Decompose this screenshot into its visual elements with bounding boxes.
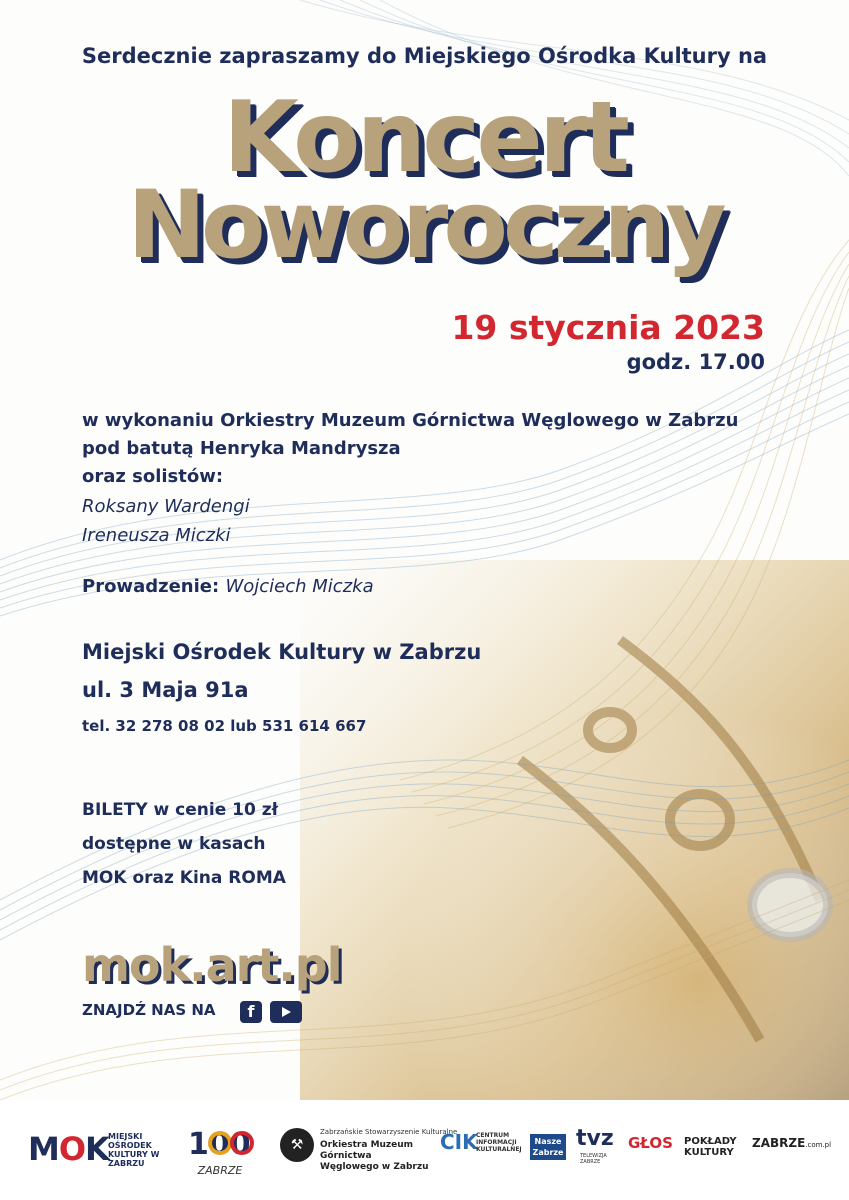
host-label: Prowadzenie: bbox=[82, 576, 220, 597]
tickets-line-1: BILETY w cenie 10 zł bbox=[82, 800, 278, 820]
zabrze-com-logo: ZABRZE.com.pl bbox=[752, 1136, 832, 1150]
performers-line-2: pod batutą Henryka Mandrysza bbox=[82, 438, 401, 459]
zabrze-100-logo bbox=[180, 1120, 260, 1180]
soloist-2: Ireneusza Miczki bbox=[82, 525, 231, 546]
tickets-line-3: MOK oraz Kina ROMA bbox=[82, 868, 286, 888]
title-line-2: Noworoczny bbox=[127, 171, 722, 280]
find-us-label: ZNAJDŹ NAS NA bbox=[82, 1001, 216, 1019]
orchestra-name: Orkiestra Muzeum Górnictwa Węglowego w Zabrzu bbox=[320, 1140, 429, 1172]
tvz-logo: tvz bbox=[576, 1126, 614, 1151]
poklady-kultury-logo: POKŁADY KULTURY bbox=[684, 1136, 737, 1158]
venue-address: ul. 3 Maja 91a bbox=[82, 678, 249, 702]
performers-line-1: w wykonaniu Orkiestry Muzeum Górnictwa Węglowego w Zabrzu bbox=[82, 410, 739, 431]
website-link[interactable]: mok.art.pl bbox=[82, 938, 342, 992]
cik-subtitle: CENTRUM INFORMACJI KULTURALNEJ bbox=[476, 1132, 522, 1153]
tickets-line-2: dostępne w kasach bbox=[82, 834, 266, 854]
facebook-icon[interactable]: f bbox=[240, 1001, 262, 1023]
mok-logo-subtitle: MIEJSKI OŚRODEK KULTURY W ZABRZU bbox=[108, 1132, 160, 1168]
sponsor-logos-bar bbox=[0, 1100, 849, 1200]
nasze-zabrze-logo: Nasze Zabrze bbox=[530, 1134, 566, 1160]
orchestra-society: Zabrzańskie Stowarzyszenie Kulturalne bbox=[320, 1128, 458, 1136]
zabrze-100-mark bbox=[180, 1120, 260, 1164]
orchestra-emblem-icon: ⚒ bbox=[280, 1128, 314, 1162]
event-time: godz. 17.00 bbox=[626, 350, 765, 374]
soloist-1: Roksany Wardengi bbox=[82, 496, 250, 517]
glos-logo: GŁOS bbox=[628, 1134, 673, 1152]
performers-line-3: oraz solistów: bbox=[82, 466, 224, 487]
venue-phone: tel. 32 278 08 02 lub 531 614 667 bbox=[82, 717, 367, 735]
host-line bbox=[82, 576, 374, 597]
invitation-text: Serdecznie zapraszamy do Miejskiego Ośrodka Kultury na bbox=[81, 44, 768, 68]
venue-name: Miejski Ośrodek Kultury w Zabrzu bbox=[82, 640, 482, 664]
host-name: Wojciech Miczka bbox=[225, 576, 374, 597]
cik-logo: CIK bbox=[440, 1130, 478, 1154]
title-line-1: Koncert bbox=[222, 81, 627, 195]
zabrze-100-text: ZABRZE bbox=[197, 1164, 243, 1177]
svg-text:100: 100 bbox=[188, 1127, 251, 1162]
event-date: 19 stycznia 2023 bbox=[451, 308, 765, 347]
tvz-subtitle: TELEWIZJA ZABRZE bbox=[580, 1153, 607, 1165]
youtube-icon[interactable] bbox=[270, 1001, 302, 1023]
mok-logo: MOK bbox=[28, 1130, 109, 1168]
